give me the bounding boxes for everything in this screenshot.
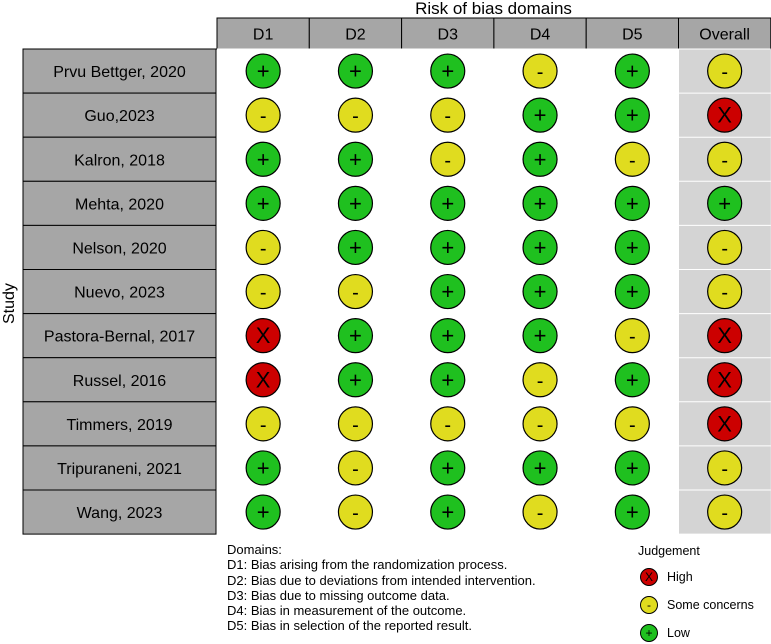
some-concerns-judgement-symbol: - <box>536 502 544 525</box>
chart-title: Risk of bias domains <box>415 0 572 18</box>
low-judgement-symbol: + <box>533 455 547 481</box>
low-judgement-symbol: + <box>718 190 732 216</box>
judgement-legend-heading: Judgement <box>638 544 700 558</box>
some-concerns-judgement-symbol: - <box>259 282 267 305</box>
some-concerns-judgement-symbol: - <box>352 414 359 437</box>
high-judgement-symbol: X <box>717 367 732 393</box>
some-concerns-judgement-symbol: - <box>259 414 267 437</box>
some-concerns-judgement-symbol: - <box>721 237 728 260</box>
domain-legend-item: D2: Bias due to deviations from intended intervention. <box>227 572 536 588</box>
high-icon: X <box>640 568 658 586</box>
domain-legend-item: D5: Bias in selection of the reported result. <box>227 618 472 634</box>
some-concerns-judgement-symbol: - <box>444 105 452 128</box>
study-label: Russel, 2016 <box>72 372 167 390</box>
study-label: Pastora-Bernal, 2017 <box>43 328 196 346</box>
domain-legend-item: D1: Bias arising from the randomization process. <box>227 557 508 573</box>
low-icon: + <box>640 624 658 642</box>
domain-header-label: D5 <box>622 26 643 44</box>
some-concerns-judgement-symbol: - <box>352 105 359 128</box>
study-label: Nuevo, 2023 <box>74 284 165 302</box>
study-label: Nelson, 2020 <box>72 240 167 258</box>
some-concerns-judgement-symbol: - <box>721 149 728 172</box>
low-judgement-symbol: + <box>625 499 639 525</box>
some-concerns-judgement-symbol: - <box>721 61 728 84</box>
high-judgement-symbol: X <box>717 411 732 437</box>
low-judgement-symbol: + <box>441 499 455 525</box>
low-judgement-symbol: + <box>625 455 639 481</box>
study-label: Mehta, 2020 <box>75 196 164 214</box>
some-concerns-judgement-symbol: - <box>629 149 636 172</box>
some-concerns-judgement-symbol: - <box>259 105 267 128</box>
low-judgement-symbol: + <box>441 323 455 349</box>
some-concerns-judgement-symbol: - <box>721 502 728 525</box>
some-concerns-judgement-symbol: - <box>536 370 544 393</box>
domain-header-label: D4 <box>529 26 551 44</box>
some-concerns-icon: - <box>640 596 658 614</box>
high-judgement-symbol: X <box>717 323 732 349</box>
some-concerns-judgement-symbol: - <box>352 502 359 525</box>
low-judgement-symbol: + <box>349 146 362 172</box>
high-judgement-symbol: X <box>255 367 271 393</box>
low-judgement-symbol: + <box>625 367 639 393</box>
some-concerns-judgement-symbol: - <box>444 414 452 437</box>
domain-header-label: D2 <box>345 26 366 44</box>
low-judgement-symbol: + <box>441 455 455 481</box>
study-label: Guo,2023 <box>84 108 155 126</box>
domain-header-label: D3 <box>437 26 458 44</box>
study-label: Timmers, 2019 <box>66 416 173 434</box>
judgement-legend-label: Low <box>667 626 690 640</box>
domain-legend-item: D3: Bias due to missing outcome data. <box>227 587 450 603</box>
low-judgement-symbol: + <box>533 323 547 349</box>
low-judgement-symbol: + <box>349 367 362 393</box>
some-concerns-judgement-symbol: - <box>352 458 359 481</box>
low-judgement-symbol: + <box>441 234 455 260</box>
low-judgement-symbol: + <box>441 367 455 393</box>
some-concerns-judgement-symbol: - <box>629 326 636 349</box>
low-judgement-symbol: + <box>625 102 639 128</box>
domain-legend-item: D4: Bias in measurement of the outcome. <box>227 603 467 619</box>
low-judgement-symbol: + <box>441 190 455 216</box>
some-concerns-judgement-symbol: - <box>629 414 636 437</box>
high-judgement-symbol: X <box>717 102 732 128</box>
some-concerns-judgement-symbol: - <box>444 149 452 172</box>
low-judgement-symbol: + <box>349 58 362 84</box>
some-concerns-judgement-symbol: - <box>721 458 728 481</box>
low-judgement-symbol: + <box>256 146 270 172</box>
low-judgement-symbol: + <box>533 234 547 260</box>
low-judgement-symbol: + <box>256 58 270 84</box>
low-judgement-symbol: + <box>441 279 455 305</box>
y-axis-label: Study <box>1 283 18 324</box>
low-judgement-symbol: + <box>625 279 639 305</box>
low-judgement-symbol: + <box>533 102 547 128</box>
study-label: Prvu Bettger, 2020 <box>53 64 186 82</box>
low-judgement-symbol: + <box>533 146 547 172</box>
low-judgement-symbol: + <box>533 279 547 305</box>
judgement-legend-label: Some concerns <box>667 598 754 612</box>
low-judgement-symbol: + <box>349 234 362 260</box>
low-judgement-symbol: + <box>441 58 455 84</box>
low-judgement-symbol: + <box>625 58 639 84</box>
low-judgement-symbol: + <box>625 234 639 260</box>
high-judgement-symbol: X <box>255 323 271 349</box>
some-concerns-judgement-symbol: - <box>721 282 728 305</box>
domain-header-label: D1 <box>252 26 274 44</box>
low-judgement-symbol: + <box>256 499 270 525</box>
domains-legend <box>227 542 536 634</box>
some-concerns-judgement-symbol: - <box>259 237 267 260</box>
some-concerns-judgement-symbol: - <box>536 61 544 84</box>
some-concerns-judgement-symbol: - <box>352 282 359 305</box>
study-label: Tripuraneni, 2021 <box>57 460 182 478</box>
low-judgement-symbol: + <box>625 190 639 216</box>
study-label: Wang, 2023 <box>76 505 163 523</box>
low-judgement-symbol: + <box>349 190 362 216</box>
domains-legend-heading: Domains: <box>227 542 282 557</box>
some-concerns-judgement-symbol: - <box>536 414 544 437</box>
low-judgement-symbol: + <box>349 323 362 349</box>
study-label: Kalron, 2018 <box>74 152 165 170</box>
low-judgement-symbol: + <box>256 190 270 216</box>
domain-header-label: Overall <box>699 26 750 44</box>
low-judgement-symbol: + <box>533 190 547 216</box>
low-judgement-symbol: + <box>256 455 270 481</box>
judgement-legend-label: High <box>667 570 693 584</box>
